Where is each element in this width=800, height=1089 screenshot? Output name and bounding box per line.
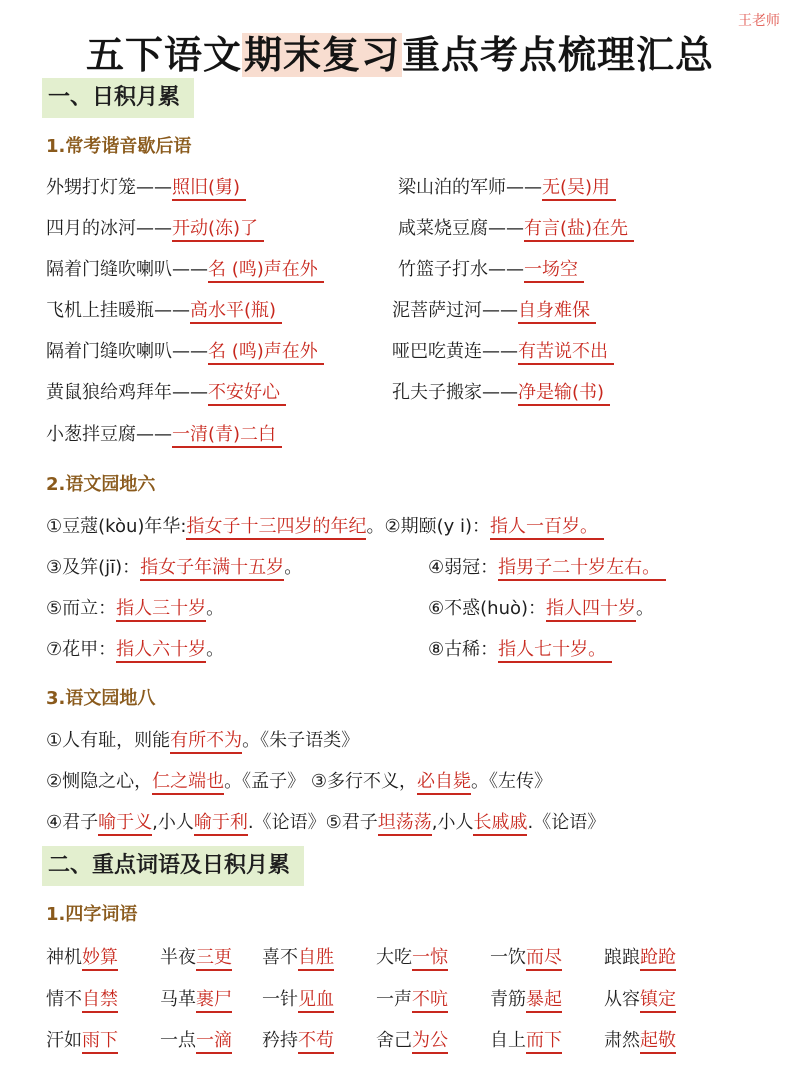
quote-key: 喻于义: [98, 812, 152, 836]
word-prefix: 一声: [376, 989, 412, 1010]
age-term: [46, 551, 302, 585]
riddle-question: 外甥打灯笼——: [46, 177, 172, 198]
word-prefix: 半夜: [160, 947, 196, 968]
term-label: ③及笄(jī)：: [46, 557, 141, 578]
word-prefix: 从容: [604, 989, 640, 1010]
quote-text: ①人有耻，则能: [46, 730, 171, 751]
riddle-question: 小葱拌豆腐——: [46, 424, 172, 445]
quote-key: 仁之端也: [152, 771, 224, 795]
word-item: [490, 985, 562, 1015]
riddle-question: 孔夫子搬家——: [392, 382, 518, 403]
word-suffix: 起敬: [640, 1030, 676, 1054]
word-suffix: 而尽: [526, 947, 562, 971]
word-suffix: 自禁: [82, 989, 118, 1013]
riddle-answer: 有苦说不出: [518, 341, 614, 365]
word-suffix: 自胜: [298, 947, 334, 971]
xiehouyu-item: [398, 253, 584, 287]
xiehouyu-item: [46, 294, 282, 328]
xiehouyu-row: [46, 335, 780, 369]
riddle-answer: 自身难保: [518, 300, 596, 324]
word-prefix: 马革: [160, 989, 196, 1010]
riddle-question: 隔着门缝吹喇叭——: [46, 259, 208, 280]
word-item: [376, 943, 448, 973]
quote-text: ②恻隐之心，: [46, 771, 153, 792]
riddle-answer: 不安好心: [208, 382, 286, 406]
term-punct: 。: [206, 639, 225, 660]
xiehouyu-row: [46, 253, 780, 287]
subheading-yuwen-8: 3.语文园地八: [46, 688, 156, 709]
word-prefix: 舍己: [376, 1030, 412, 1051]
quote-key: 喻于利: [194, 812, 248, 836]
xiehouyu-row: [46, 212, 780, 246]
quote: [46, 806, 605, 840]
term-punct: 。: [366, 516, 385, 537]
quote-text: ,小人: [152, 812, 194, 833]
riddle-answer: 照旧(舅): [172, 177, 246, 201]
riddle-answer: 一清(青)二白: [172, 424, 282, 448]
word-prefix: 一针: [262, 989, 298, 1010]
word-item: [262, 985, 334, 1015]
age-term-row: [46, 510, 780, 544]
riddle-answer: 高水平(瓶): [190, 300, 282, 324]
term-label: ⑤而立：: [46, 598, 117, 619]
riddle-question: 飞机上挂暖瓶——: [46, 300, 190, 321]
quote-source: .《论语》⑤君子: [247, 812, 378, 833]
word-item: [46, 1026, 118, 1056]
age-term-row: [46, 592, 780, 626]
riddle-answer: 名 (鸣)声在外: [208, 341, 324, 365]
xiehouyu-item: [46, 253, 324, 287]
word-prefix: 一饮: [490, 947, 526, 968]
term-meaning: 指人六十岁: [116, 639, 206, 663]
word-item: [160, 943, 232, 973]
word-item: [262, 943, 334, 973]
quote-row: [46, 765, 780, 799]
word-suffix: 为公: [412, 1030, 448, 1054]
word-prefix: 喜不: [262, 947, 298, 968]
word-prefix: 汗如: [46, 1030, 82, 1051]
riddle-question: 竹篮子打水——: [398, 259, 524, 280]
xiehouyu-item: [392, 294, 596, 328]
quote-key: 坦荡荡: [378, 812, 432, 836]
term-punct: 。: [284, 557, 303, 578]
xiehouyu-row: [46, 294, 780, 328]
quote-row: [46, 806, 780, 840]
riddle-answer: 开动(冻)了: [172, 218, 264, 242]
word-item: [490, 1026, 562, 1056]
quote-text: ④君子: [46, 812, 99, 833]
title-suffix: 重点考点梳理汇总: [402, 33, 715, 77]
subheading-xiehouyu: 1.常考谐音歇后语: [46, 136, 192, 157]
term-label: ⑥不惑(huò)：: [428, 598, 547, 619]
xiehouyu-item: [46, 418, 282, 452]
word-prefix: 矜持: [262, 1030, 298, 1051]
word-suffix: 镇定: [640, 989, 676, 1013]
xiehouyu-row: [46, 171, 780, 205]
quote-key: 长戚戚: [473, 812, 527, 836]
xiehouyu-row: [46, 418, 780, 452]
word-prefix: 神机: [46, 947, 82, 968]
word-item: [46, 943, 118, 973]
word-prefix: 自上: [490, 1030, 526, 1051]
quote-source: 。《朱子语类》: [242, 730, 360, 751]
term-label: ②期颐(y i)：: [384, 516, 491, 537]
word-suffix: 而下: [526, 1030, 562, 1054]
word-item: [262, 1026, 334, 1056]
age-term: [46, 592, 224, 626]
xiehouyu-item: [46, 212, 264, 246]
riddle-question: 哑巴吃黄连——: [392, 341, 518, 362]
term-meaning: 指人一百岁。: [490, 516, 604, 540]
word-suffix: 跄跄: [640, 947, 676, 971]
word-suffix: 不苟: [298, 1030, 334, 1054]
riddle-answer: 无(吴)用: [542, 177, 616, 201]
term-label: ①豆蔻(kòu)年华:: [46, 516, 187, 537]
word-suffix: 三更: [196, 947, 232, 971]
author-watermark: 王老师: [738, 13, 780, 29]
word-prefix: 肃然: [604, 1030, 640, 1051]
term-meaning: 指女子年满十五岁: [140, 557, 284, 581]
section-heading-accumulation: 一、日积月累: [42, 78, 194, 118]
xiehouyu-item: [46, 171, 246, 205]
quote: [46, 724, 359, 758]
word-prefix: 大吃: [376, 947, 412, 968]
term-meaning: 指人七十岁。: [498, 639, 612, 663]
riddle-answer: 一场空: [524, 259, 584, 283]
riddle-question: 咸菜烧豆腐——: [398, 218, 524, 239]
term-punct: 。: [206, 598, 225, 619]
subheading-yuwen-6: 2.语文园地六: [46, 474, 156, 495]
age-term: [428, 633, 612, 667]
word-prefix: 青筋: [490, 989, 526, 1010]
word-suffix: 不吭: [412, 989, 448, 1013]
word-suffix: 一滴: [196, 1030, 232, 1054]
age-term-row: [46, 551, 780, 585]
riddle-question: 泥菩萨过河——: [392, 300, 518, 321]
riddle-answer: 名 (鸣)声在外: [208, 259, 324, 283]
subheading-four-char-words: 1.四字词语: [46, 904, 138, 925]
term-punct: 。: [636, 598, 655, 619]
quote-key: 有所不为: [170, 730, 242, 754]
riddle-question: 四月的冰河——: [46, 218, 172, 239]
word-item: [376, 985, 448, 1015]
age-term: [46, 633, 224, 667]
xiehouyu-item: [398, 171, 616, 205]
title-highlight: 期末复习: [243, 33, 400, 77]
age-term: [428, 592, 654, 626]
quote-text: ,小人: [431, 812, 474, 833]
quote: [46, 765, 552, 799]
word-suffix: 见血: [298, 989, 334, 1013]
quote-text: 。《孟子》 ③多行不义，: [224, 771, 417, 792]
xiehouyu-item: [46, 335, 324, 369]
word-suffix: 妙算: [82, 947, 118, 971]
word-suffix: 裹尸: [196, 989, 232, 1013]
xiehouyu-item: [392, 335, 614, 369]
term-label: ⑧古稀：: [428, 639, 499, 660]
section-heading-key-words: 二、重点词语及日积月累: [42, 846, 304, 886]
term-meaning: 指人三十岁: [116, 598, 206, 622]
riddle-question: 隔着门缝吹喇叭——: [46, 341, 208, 362]
age-term: [46, 510, 604, 544]
quote-key: 必自毙: [417, 771, 471, 795]
xiehouyu-item: [392, 376, 610, 410]
term-label: ④弱冠：: [428, 557, 499, 578]
word-item: [46, 985, 118, 1015]
xiehouyu-row: [46, 376, 780, 410]
xiehouyu-item: [398, 212, 634, 246]
word-suffix: 一惊: [412, 947, 448, 971]
word-prefix: 踉踉: [604, 947, 640, 968]
term-label: ⑦花甲：: [46, 639, 117, 660]
word-item: [604, 985, 676, 1015]
quote-source: .《论语》: [527, 812, 606, 833]
xiehouyu-item: [46, 376, 286, 410]
riddle-question: 梁山泊的军师——: [398, 177, 542, 198]
page-title: [0, 24, 800, 79]
word-item: [604, 1026, 676, 1056]
term-meaning: 指男子二十岁左右。: [498, 557, 666, 581]
riddle-answer: 净是输(书): [518, 382, 610, 406]
quote-row: [46, 724, 780, 758]
word-prefix: 情不: [46, 989, 82, 1010]
title-prefix: 五下语文: [85, 33, 242, 77]
term-meaning: 指人四十岁: [546, 598, 636, 622]
riddle-question: 黄鼠狼给鸡拜年——: [46, 382, 208, 403]
riddle-answer: 有言(盐)在先: [524, 218, 634, 242]
word-item: [376, 1026, 448, 1056]
word-item: [160, 1026, 232, 1056]
term-meaning: 指女子十三四岁的年纪: [186, 516, 366, 540]
word-suffix: 暴起: [526, 989, 562, 1013]
quote-source: 。《左传》: [471, 771, 552, 792]
word-prefix: 一点: [160, 1030, 196, 1051]
word-suffix: 雨下: [82, 1030, 118, 1054]
age-term: [428, 551, 666, 585]
age-term-row: [46, 633, 780, 667]
word-item: [604, 943, 676, 973]
word-item: [160, 985, 232, 1015]
word-item: [490, 943, 562, 973]
